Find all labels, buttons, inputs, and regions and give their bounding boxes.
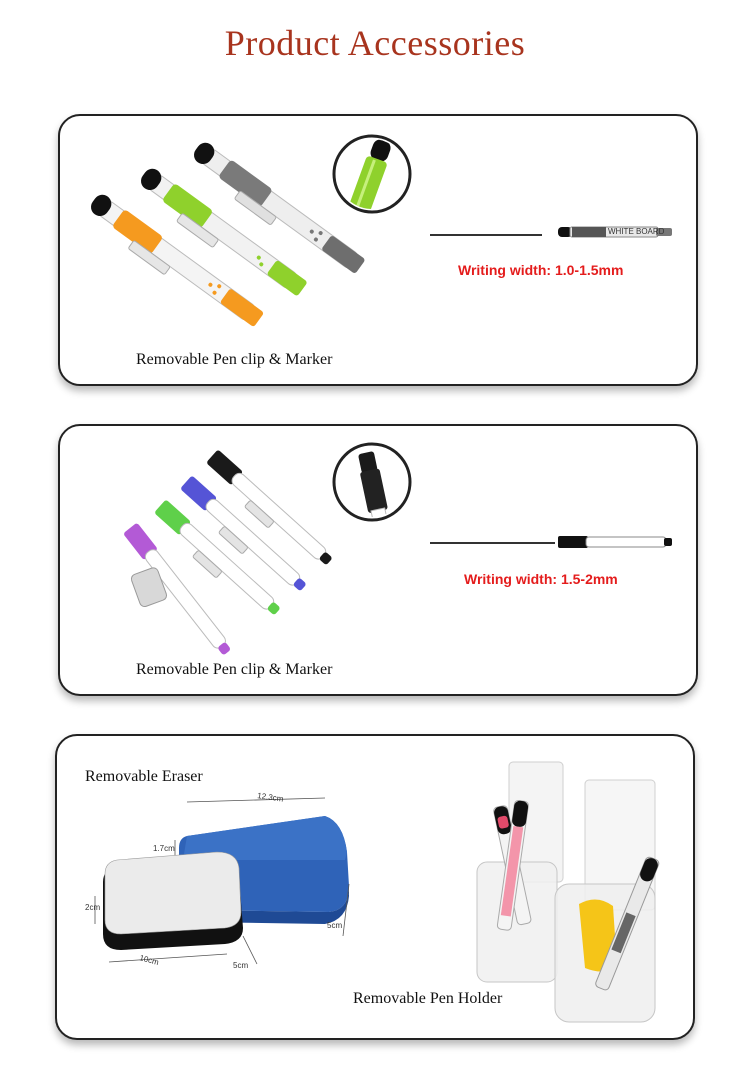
- writing-width-label-2: Writing width: 1.5-2mm: [464, 571, 618, 587]
- svg-text:10cm: 10cm: [138, 953, 160, 967]
- tip-closeup-green: [334, 136, 410, 219]
- marker-orange: [83, 191, 266, 335]
- svg-text:2cm: 2cm: [85, 903, 101, 912]
- white-black-eraser: [85, 852, 257, 970]
- pen-clip-marker-card-1: [58, 114, 698, 386]
- pen-holder-right: [555, 780, 660, 1022]
- pen-sample-thick: [558, 536, 672, 548]
- writing-width-label-1: Writing width: 1.0-1.5mm: [458, 262, 624, 278]
- eraser-holder-card: [55, 734, 695, 1040]
- width-indicator-line-1: [430, 234, 542, 236]
- tip-closeup-black: [334, 444, 410, 541]
- svg-text:5cm: 5cm: [327, 921, 343, 930]
- svg-text:5cm: 5cm: [233, 961, 249, 970]
- pen-clip-caption-2: Removable Pen clip & Marker: [136, 661, 333, 678]
- eraser-caption: Removable Eraser: [85, 768, 203, 785]
- pen-clip-marker-card-2: [58, 424, 698, 696]
- pen-clip-caption-1: Removable Pen clip & Marker: [136, 351, 333, 368]
- page-title: Product Accessories: [224, 23, 526, 63]
- width-indicator-line-2: [430, 542, 555, 544]
- svg-text:WHITE BOARD: WHITE BOARD: [608, 227, 665, 236]
- svg-text:1.7cm: 1.7cm: [153, 844, 175, 853]
- pen-sample-thin: [558, 227, 672, 237]
- markers-illustration-1: [60, 116, 700, 388]
- pen-holder-left: [477, 762, 563, 982]
- markers-illustration-2: [60, 426, 700, 698]
- pen-holder-caption: Removable Pen Holder: [353, 990, 503, 1007]
- svg-text:12.3cm: 12.3cm: [256, 791, 284, 804]
